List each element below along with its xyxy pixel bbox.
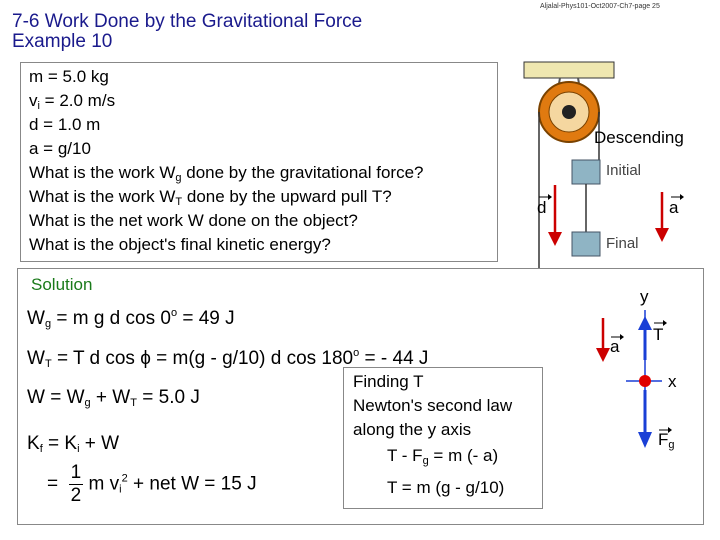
descending-label: Descending — [594, 128, 684, 147]
eq-gravity-work: $W_g = m$ g d $\cos 0^o = 49$ J — [27, 307, 235, 330]
displacement-arrowhead — [548, 232, 562, 246]
eq-kinetic-value: = $\frac{1}{2}$ m $v_i^2$ + net W = 15 J — [47, 462, 257, 506]
fbd-fg-label: $F_g$ — [658, 430, 675, 451]
fbd-a-label: a — [610, 337, 620, 356]
eq-tension-work: $W_T = T$ d cos ϕ = m(g - g/10) d $\cos 180^o$ = - 44 J — [27, 347, 429, 370]
d-label: d — [537, 198, 547, 217]
eq-final-kinetic: $K_f = K_i + W$ — [27, 433, 120, 455]
finding-t-axis: along the y axis — [353, 420, 472, 439]
slide-subtitle: Example 10 — [12, 31, 113, 52]
given-acceleration: a = g/10 — [29, 139, 91, 158]
acceleration-arrowhead — [655, 228, 669, 242]
block-final — [572, 232, 600, 256]
eq-net-work: $W = W_g + W_T = 5.0$ J — [27, 387, 200, 409]
ceiling-mount — [524, 62, 614, 78]
given-initial-speed: $v_i = 2.0$ m/s — [29, 91, 116, 112]
question-gravity-work: What is the work $W_g$ done by the gravitational force? — [29, 163, 424, 184]
question-kinetic-energy: What is the object's final kinetic energy? — [29, 235, 331, 254]
slide-title: 7-6 Work Done by the Gravitational Force — [12, 11, 363, 32]
given-mass: m = 5.0 kg — [29, 67, 109, 86]
question-tension-work: What is the work $W_T$ done by the upward pull T? — [29, 187, 392, 208]
solution-label: Solution — [31, 275, 93, 294]
question-net-work: What is the net work W done on the object? — [29, 211, 358, 230]
block-initial — [572, 160, 600, 184]
given-distance: d = 1.0 m — [29, 115, 101, 134]
initial-label: Initial — [606, 162, 642, 179]
a-label: a — [669, 198, 679, 217]
finding-t-eq2: T = m (g - g/10) — [387, 478, 505, 497]
fbd-x-label: x — [668, 372, 677, 391]
finding-t-law: Newton's second law — [353, 396, 513, 415]
pulley-axle — [562, 105, 576, 119]
final-label: Final — [606, 235, 639, 252]
fbd-y-label: y — [640, 287, 649, 306]
finding-t-eq1: $T - F_g = m$ (- a) — [387, 446, 499, 467]
finding-t-heading: Finding T — [353, 372, 424, 391]
page-reference: Aljalal-Phys101-Oct2007-Ch7-page 25 — [540, 3, 660, 10]
fbd-t-label: T — [653, 325, 664, 344]
